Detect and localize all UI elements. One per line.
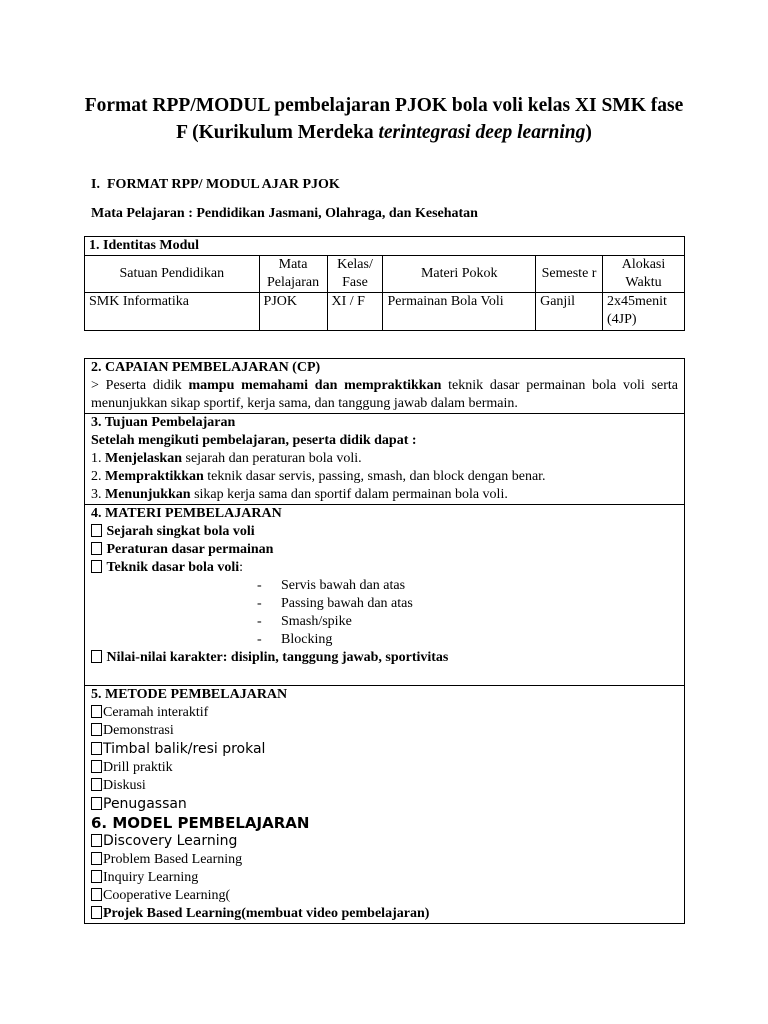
materi-item: Peraturan dasar permainan xyxy=(91,541,678,559)
bullet-icon xyxy=(91,723,102,736)
header-cell: Alokasi Waktu xyxy=(603,256,685,293)
header-cell: Satuan Pendidikan xyxy=(85,256,260,293)
tujuan-item: 2. Mempraktikkan teknik dasar servis, passing, smash, dan block dengan benar. xyxy=(91,469,546,484)
metode-item: Ceramah interaktif xyxy=(91,704,678,722)
model-item: Discovery Learning xyxy=(91,832,678,851)
bullet-icon xyxy=(91,742,102,755)
cp-text: > Peserta didik mampu memahami dan mempraktikkan teknik dasar permainan bola voli serta menunjukkan sikap sportif, kerja sama, dan tanggung jawab dalam bermain. xyxy=(91,378,678,411)
model-item: Projek Based Learning(membuat video pembelajaran) xyxy=(91,905,678,923)
model-heading: 6. MODEL PEMBELAJARAN xyxy=(91,814,310,832)
document-title: Format RPP/MODUL pembelajaran PJOK bola voli kelas XI SMK fase F (Kurikulum Merdeka terintegrasi deep learning) xyxy=(84,95,684,143)
tujuan-item: 1. Menjelaskan sejarah dan peraturan bola voli. xyxy=(91,451,362,466)
data-cell: PJOK xyxy=(259,293,327,331)
materi-item: Sejarah singkat bola voli xyxy=(91,523,678,541)
data-cell: Ganjil xyxy=(536,293,603,331)
header-cell: Materi Pokok xyxy=(383,256,536,293)
materi-heading: 4. MATERI PEMBELAJARAN xyxy=(91,506,282,521)
metode-item: Diskusi xyxy=(91,777,678,795)
bullet-icon xyxy=(91,650,102,663)
header-cell: Semeste r xyxy=(536,256,603,293)
identity-table xyxy=(84,236,685,331)
data-cell: Permainan Bola Voli xyxy=(383,293,536,331)
bullet-icon xyxy=(91,797,102,810)
metode-heading: 5. METODE PEMBELAJARAN xyxy=(91,687,288,702)
materi-subitem: - Servis bawah dan atas xyxy=(257,578,406,593)
metode-item: Demonstrasi xyxy=(91,722,678,740)
bullet-icon xyxy=(91,870,102,883)
data-cell: SMK Informatika xyxy=(85,293,260,331)
identity-heading: 1. Identitas Modul xyxy=(85,237,685,256)
metode-item: Penugassan xyxy=(91,795,678,814)
data-cell: 2x45menit (4JP) xyxy=(603,293,685,331)
metode-model-section xyxy=(85,686,684,923)
data-cell: XI / F xyxy=(327,293,383,331)
materi-item: Nilai-nilai karakter: disiplin, tanggung jawab, sportivitas xyxy=(91,649,678,667)
bullet-icon xyxy=(91,760,102,773)
header-cell: Mata Pelajaran xyxy=(259,256,327,293)
bullet-icon xyxy=(91,705,102,718)
materi-subitem: - Blocking xyxy=(257,632,333,647)
cp-section xyxy=(85,359,684,414)
bullet-icon xyxy=(91,906,102,919)
tujuan-intro: Setelah mengikuti pembelajaran, peserta didik dapat : xyxy=(91,433,417,448)
metode-item: Drill praktik xyxy=(91,759,678,777)
bullet-icon xyxy=(91,524,102,537)
materi-subitem: - Passing bawah dan atas xyxy=(257,596,413,611)
bullet-icon xyxy=(91,888,102,901)
bullet-icon xyxy=(91,778,102,791)
cp-heading: 2. CAPAIAN PEMBELAJARAN (CP) xyxy=(91,360,321,375)
model-item: Cooperative Learning( xyxy=(91,887,678,905)
materi-section xyxy=(85,505,684,686)
subject-line: Mata Pelajaran : Pendidikan Jasmani, Olahraga, dan Kesehatan xyxy=(91,206,478,221)
bullet-icon xyxy=(91,542,102,555)
module-content-box xyxy=(84,358,685,924)
title-italic: terintegrasi deep learning xyxy=(378,122,586,143)
bullet-icon xyxy=(91,834,102,847)
tujuan-heading: 3. Tujuan Pembelajaran xyxy=(91,415,236,430)
metode-item: Timbal balik/resi prokal xyxy=(91,740,678,759)
header-cell: Kelas/ Fase xyxy=(327,256,383,293)
section-heading: I. FORMAT RPP/ MODUL AJAR PJOK xyxy=(91,177,340,192)
model-item: Problem Based Learning xyxy=(91,851,678,869)
materi-item: Teknik dasar bola voli: xyxy=(91,559,678,577)
bullet-icon xyxy=(91,852,102,865)
model-item: Inquiry Learning xyxy=(91,869,678,887)
materi-subitem: - Smash/spike xyxy=(257,614,352,629)
bullet-icon xyxy=(91,560,102,573)
tujuan-item: 3. Menunjukkan sikap kerja sama dan sportif dalam permainan bola voli. xyxy=(91,487,508,502)
tujuan-section xyxy=(85,414,684,505)
